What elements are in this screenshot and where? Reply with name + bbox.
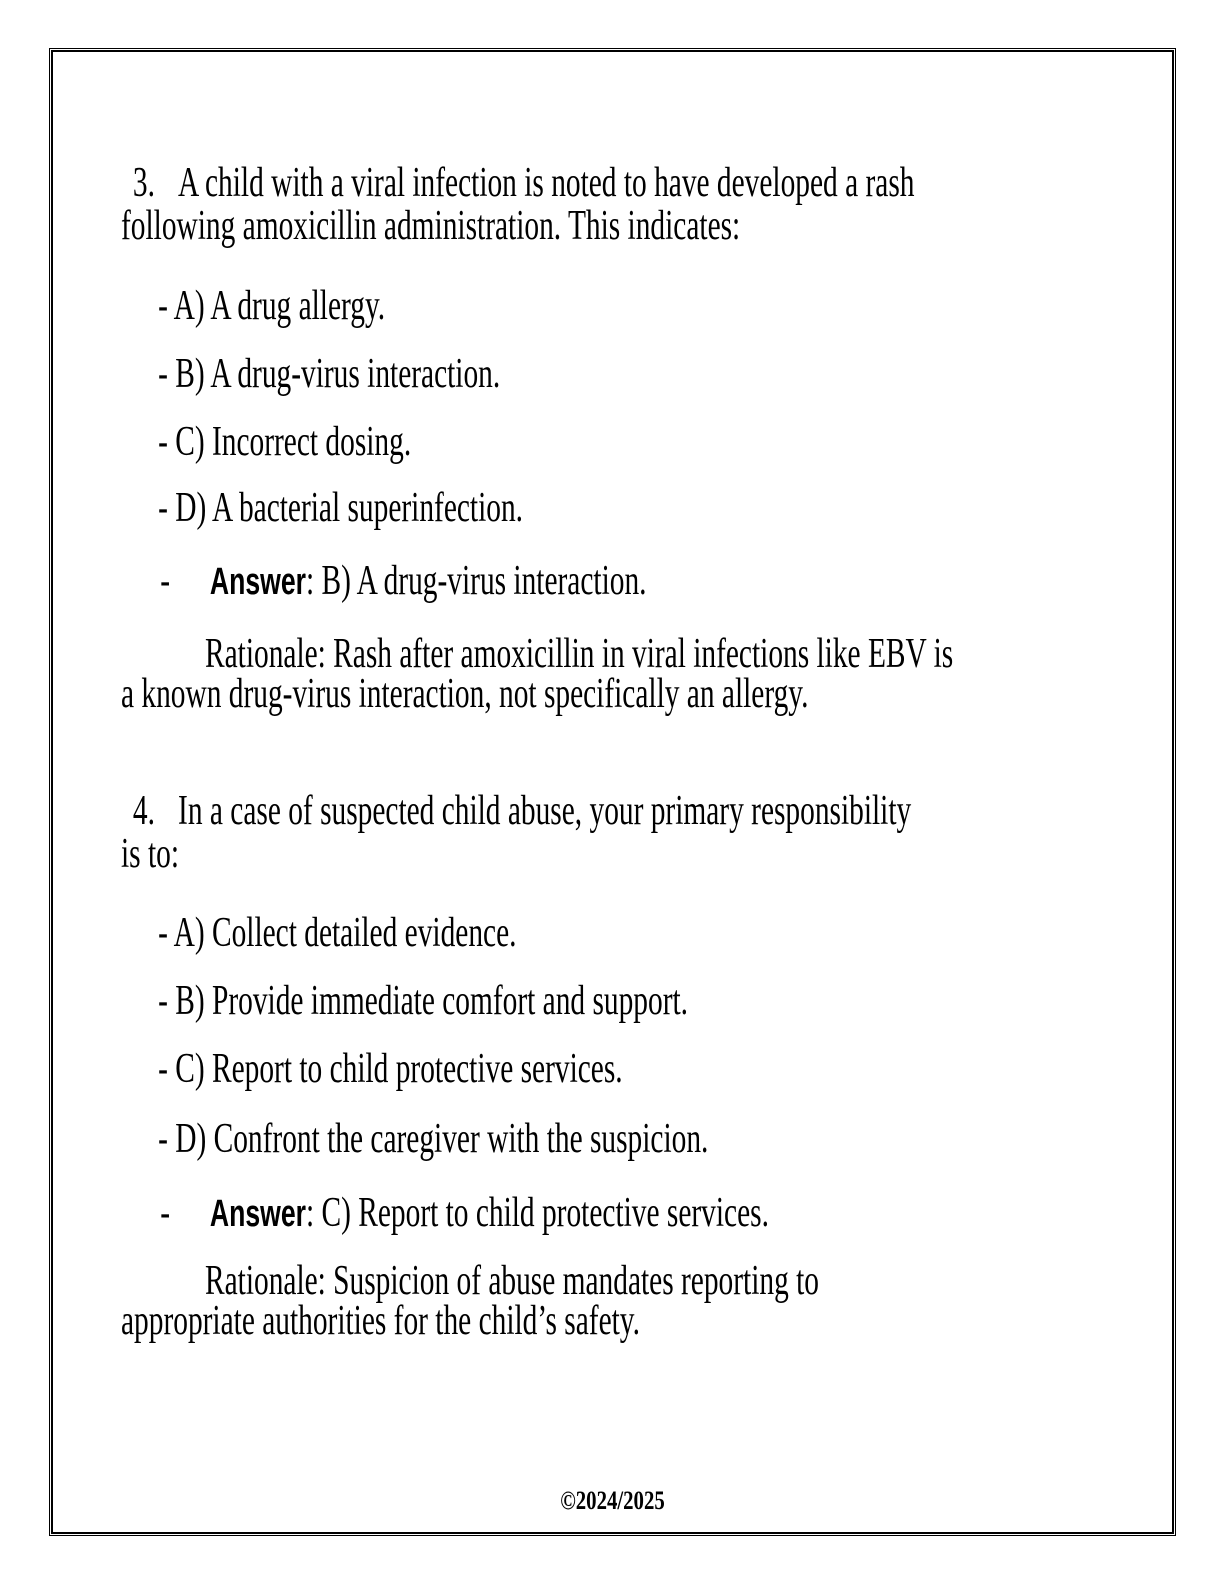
- question-4-text: In a case of suspected child abuse, your primary responsibility: [178, 788, 912, 834]
- answer-dash: -: [160, 558, 170, 604]
- question-4-option-c: - C) Report to child protective services.: [158, 1046, 623, 1092]
- question-4-option-a: - A) Collect detailed evidence.: [158, 910, 517, 956]
- question-4-number: 4.: [132, 788, 155, 834]
- question-4-line-2: is to:: [121, 831, 180, 877]
- copyright-footer: ©2024/2025: [560, 1486, 665, 1515]
- question-3-rationale-line-2: a known drug-virus interaction, not specifically an allergy.: [121, 671, 809, 717]
- question-3-number: 3.: [132, 160, 155, 206]
- question-4-option-b: - B) Provide immediate comfort and support.: [158, 978, 689, 1024]
- question-3-option-d: - D) A bacterial superinfection.: [158, 485, 524, 531]
- question-3-option-a: - A) A drug allergy.: [158, 283, 386, 329]
- answer-label: Answer: [209, 1193, 306, 1235]
- question-4-rationale-line-1: Rationale: Suspicion of abuse mandates reporting to: [205, 1258, 819, 1304]
- question-3-answer-line: [160, 559, 646, 604]
- answer-text: : C) Report to child protective services.: [305, 1190, 769, 1236]
- question-4-rationale-line-2: appropriate authorities for the child’s safety.: [121, 1298, 640, 1344]
- question-4-option-d: - D) Confront the caregiver with the suspicion.: [158, 1116, 709, 1162]
- document-content: [121, 0, 1101, 1584]
- question-3-text: A child with a viral infection is noted to have developed a rash: [178, 160, 915, 206]
- question-4-line-1: [133, 789, 911, 833]
- question-3-option-c: - C) Incorrect dosing.: [158, 419, 412, 465]
- question-3-line-1: [133, 161, 915, 205]
- answer-label: Answer: [209, 561, 306, 603]
- question-3-line-2: following amoxicillin administration. This indicates:: [121, 203, 741, 249]
- question-3-option-b: - B) A drug-virus interaction.: [158, 351, 501, 397]
- question-3-rationale-line-1: Rationale: Rash after amoxicillin in viral infections like EBV is: [205, 631, 954, 677]
- answer-text: : B) A drug-virus interaction.: [305, 558, 647, 604]
- answer-dash: -: [160, 1190, 170, 1236]
- question-4-answer-line: [160, 1191, 769, 1236]
